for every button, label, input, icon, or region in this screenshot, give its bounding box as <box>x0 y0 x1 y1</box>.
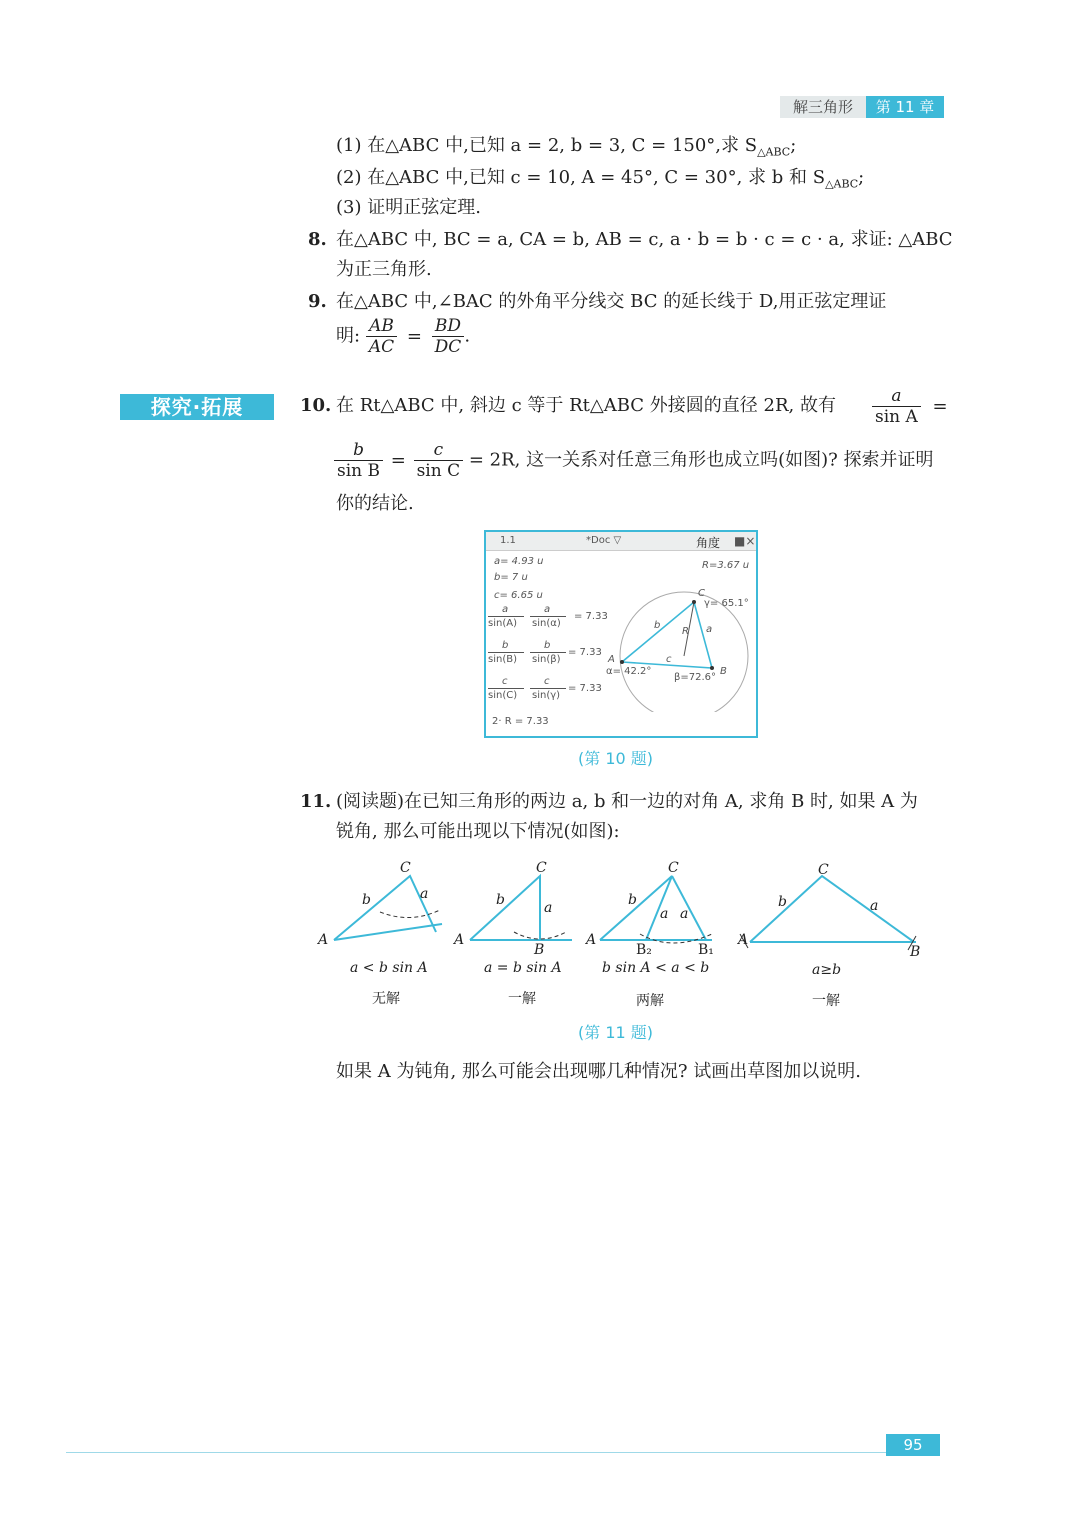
c2-label-A: A <box>454 932 465 948</box>
label-beta: β=72.6° <box>674 672 717 683</box>
case2-condition: a = b sin A <box>484 960 562 976</box>
q11-followup: 如果 A 为钝角, 那么可能会出现哪几种情况? 试画出草图加以说明. <box>336 1061 861 1082</box>
footer-rule <box>66 1452 886 1453</box>
calc-R: R=3.67 u <box>702 560 750 571</box>
q11-line2: 锐角, 那么可能出现以下情况(如图): <box>336 821 620 842</box>
calculator-screenshot: 1.1 *Doc ▽ 角度 ■× a= 4.93 u b= 7 u c= 6.65 u R=3.67 u a sin(A) a sin(α) = 7.33 b sin(B) b sin(β) = 7.33 c sin(C) c sin(γ) = 7.33 2· R = 7.33 C γ= 65.1° b R a c A α= 42.2° β=72.6° B <box>484 530 758 738</box>
label-gamma: γ= 65.1° <box>704 598 749 609</box>
label-C: C <box>698 588 705 599</box>
case3-side-a <box>672 876 706 940</box>
case1-arc <box>380 910 440 918</box>
q8-line1: 在△ABC 中, BC = a, CA = b, AB = c, a · b = b · c = c · a, 求证: △ABC <box>336 229 953 250</box>
case3-condition: b sin A < a < b <box>602 960 710 976</box>
c4-label-B: B <box>910 944 921 960</box>
calc-tab: 1.1 <box>500 535 516 546</box>
c2-label-a: a <box>544 900 553 916</box>
q10-formula-a: $\frac{a}{\text{sin A}}$ = <box>872 386 948 427</box>
calc-c: c= 6.65 u <box>494 590 543 601</box>
q10-line3: 你的结论. <box>336 493 414 514</box>
circumcircle-diagram <box>606 572 754 712</box>
q9-formula: 明: $\frac{AB}{AC}$ = $\frac{BD}{DC}$ . <box>336 316 471 357</box>
calc-title: 角度 <box>696 536 721 550</box>
c4-label-A: A <box>738 932 749 948</box>
case4-result: 一解 <box>812 993 840 1009</box>
label-b: b <box>654 620 661 631</box>
case2-result: 一解 <box>508 991 536 1007</box>
figure-11-caption: (第 11 题) <box>578 1023 654 1042</box>
c2-label-C: C <box>536 860 547 876</box>
problem-7-2: (2) 在△ABC 中,已知 c = 10, A = 45°, C = 30°, 求 b 和 $S_{\triangle ABC}$; <box>336 167 865 191</box>
q9-line1: 在△ABC 中,∠BAC 的外角平分线交 BC 的延长线于 D,用正弦定理证 <box>336 291 887 312</box>
case4-condition: a≥b <box>812 962 842 978</box>
c1-label-A: A <box>318 932 329 948</box>
q10-number: 10. <box>300 395 332 416</box>
q8-line2: 为正三角形. <box>336 259 432 280</box>
problem-7-1: (1) 在△ABC 中,已知 a = 2, b = 3, C = 150°,求 $S_{\triangle ABC}$; <box>336 135 797 159</box>
figure-10-caption: (第 10 题) <box>578 749 654 768</box>
c3-label-C: C <box>668 860 679 876</box>
label-c: c <box>666 654 672 665</box>
c3-label-B2: B₂ <box>636 942 652 958</box>
case1-condition: a < b sin A <box>350 960 428 976</box>
q8-number: 8. <box>308 229 327 250</box>
label-B: B <box>720 666 727 677</box>
c1-label-a: a <box>420 886 429 902</box>
case4-triangle <box>750 876 914 942</box>
q11-number: 11. <box>300 791 332 812</box>
c2-label-B: B <box>534 942 545 958</box>
label-A: A <box>608 654 615 665</box>
explore-extend-badge: 探究·拓展 <box>120 394 274 420</box>
calc-2R: 2· R = 7.33 <box>492 716 549 727</box>
c3-label-A: A <box>586 932 597 948</box>
q10-line1: 在 Rt△ABC 中, 斜边 c 等于 Rt△ABC 外接圆的直径 2R, 故有 <box>336 395 836 416</box>
c4-label-a: a <box>870 898 879 914</box>
c3-label-B1: B₁ <box>698 942 714 958</box>
label-alpha: α= 42.2° <box>606 666 652 677</box>
q10-line2: $\frac{b}{\text{sin B}}$ = $\frac{c}{\text{sin C}}$ = 2R, 这一关系对任意三角形也成立吗(如图)? 探索并证明 <box>334 440 934 481</box>
case1-result: 无解 <box>372 991 400 1007</box>
c4-label-C: C <box>818 862 829 878</box>
calc-doc-menu: *Doc ▽ <box>586 535 622 546</box>
label-R: R <box>682 626 689 637</box>
c2-label-b: b <box>496 892 505 908</box>
c3-label-b: b <box>628 892 637 908</box>
problem-7-3: (3) 证明正弦定理. <box>336 197 481 218</box>
header-section-label: 解三角形 <box>780 96 866 118</box>
c3-label-a2: a <box>680 906 689 922</box>
calc-a: a= 4.93 u <box>494 556 544 567</box>
calc-b: b= 7 u <box>494 572 528 583</box>
c4-label-b: b <box>778 894 787 910</box>
case3-result: 两解 <box>636 993 664 1009</box>
header-chapter-label: 第 11 章 <box>866 96 944 118</box>
q9-number: 9. <box>308 291 327 312</box>
c1-label-b: b <box>362 892 371 908</box>
case2-triangle <box>470 876 540 940</box>
close-icon: ■× <box>734 534 756 548</box>
label-a: a <box>706 624 713 635</box>
q11-line1: (阅读题)在已知三角形的两边 a, b 和一边的对角 A, 求角 B 时, 如果 A 为 <box>336 791 918 812</box>
page-number: 95 <box>886 1434 940 1456</box>
c1-label-C: C <box>400 860 411 876</box>
c3-label-a1: a <box>660 906 669 922</box>
